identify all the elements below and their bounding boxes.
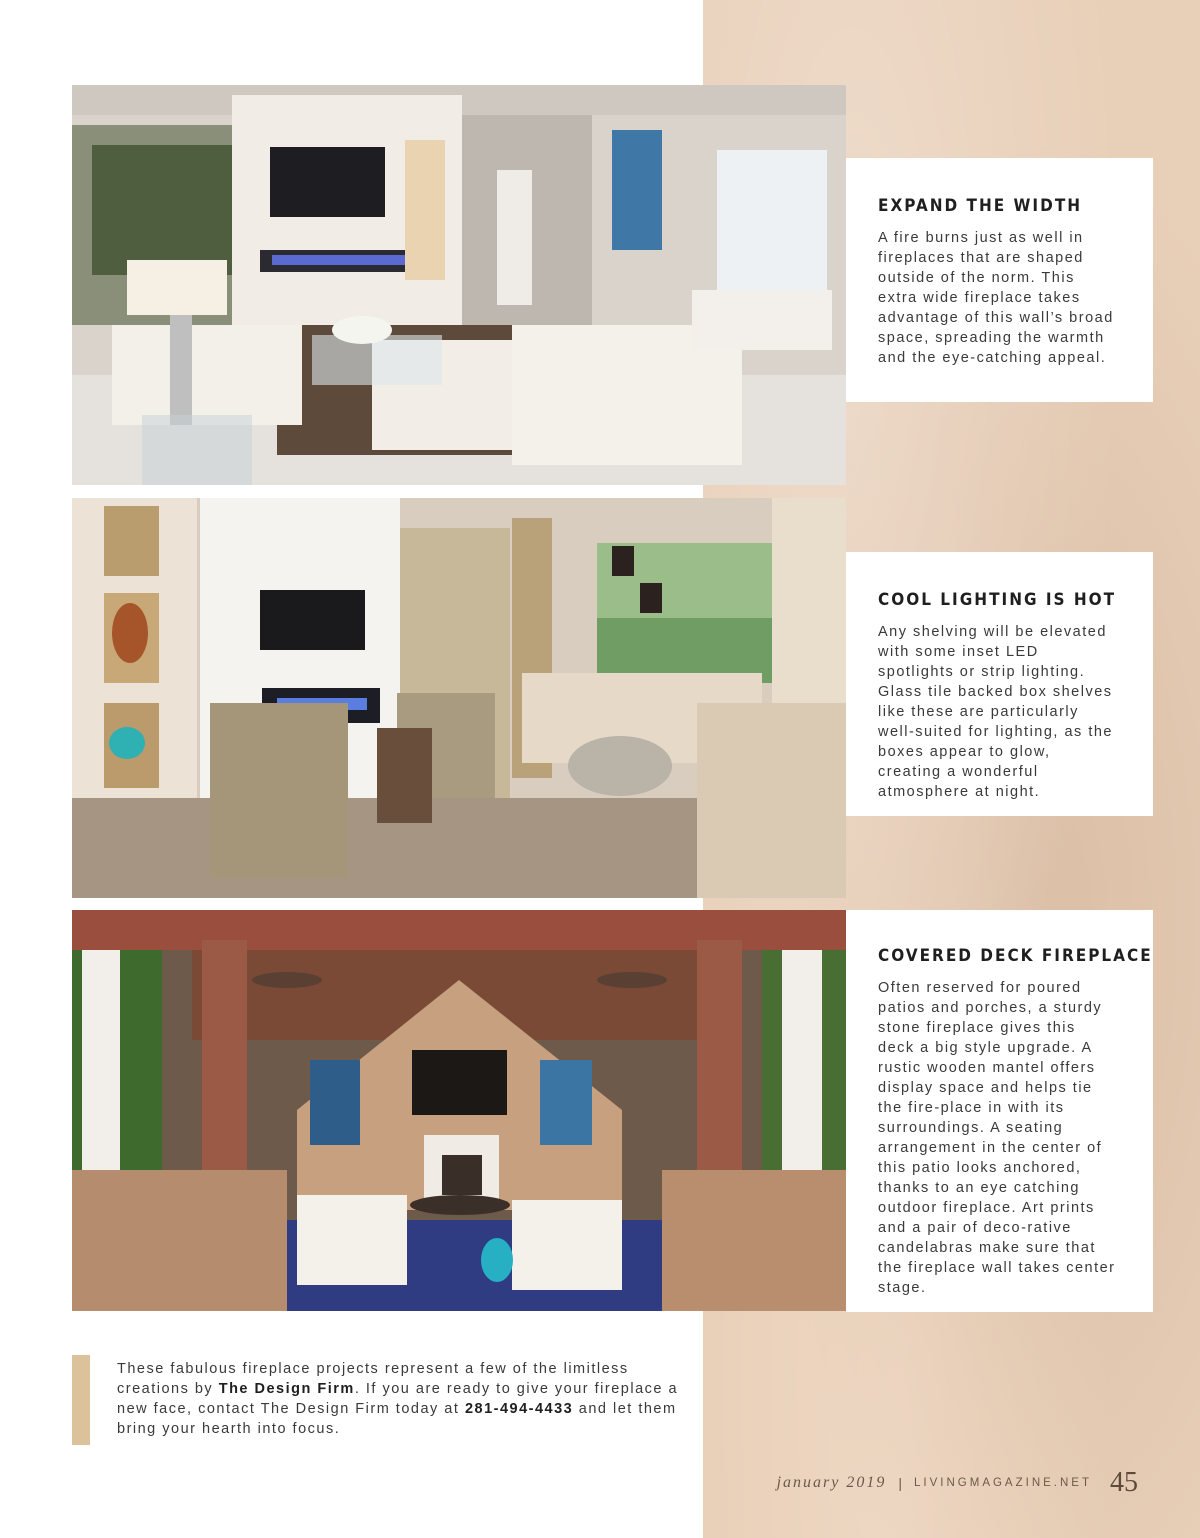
website-link[interactable]: LIVINGMAGAZINE.NET [914, 1477, 1092, 1489]
phone-number: 281-494-4433 [464, 1401, 574, 1417]
page-footer [777, 1468, 1138, 1498]
lit-shelves-room-photo [72, 498, 846, 898]
accent-bar [72, 1355, 90, 1445]
section-heading: COOL LIGHTING IS HOT [878, 590, 1117, 610]
issue-date: january 2019 [776, 1474, 887, 1491]
covered-deck-photo [72, 910, 846, 1311]
firm-name: The Design Firm [218, 1381, 355, 1397]
expand-width-card [846, 158, 1153, 402]
closing-paragraph [72, 1355, 692, 1445]
closing-text: These fabulous fireplace projects represent a few of the limitless creations by The Design Firm. If you are ready to give your fireplace a new face, contact The Design Firm today at 281-494-4433 and let them bring your hearth into focus. [117, 1361, 679, 1437]
section-body: Often reserved for poured patios and porches, a sturdy stone fireplace gives this deck a big style upgrade. A rustic wooden mantel offers display space and helps tie the fire-place in with its surroundings. A seating arrangement in the center of this patio looks anchored, thanks to an eye catching outdoor fireplace. Art prints and a pair of deco-rative candelabras make sure that the fireplace wall takes center stage. [878, 980, 1116, 1296]
covered-deck-card [846, 910, 1153, 1312]
page-number: 45 [1110, 1467, 1138, 1498]
living-room-photo [72, 85, 846, 485]
section-heading: EXPAND THE WIDTH [878, 196, 1083, 216]
footer-separator: | [898, 1475, 903, 1491]
section-heading: COVERED DECK FIREPLACE [878, 946, 1153, 966]
section-body: Any shelving will be elevated with some inset LED spotlights or strip lighting. Glass tile backed box shelves like these are particularly well-suited for lighting, as the boxes appear to glow, creating a wonderful atmosphere at night. [878, 624, 1113, 800]
section-body: A fire burns just as well in fireplaces that are shaped outside of the norm. This extra wide fireplace takes advantage of this wall’s broad space, spreading the warmth and the eye-catching appeal. [878, 230, 1114, 366]
cool-lighting-card [846, 552, 1153, 816]
